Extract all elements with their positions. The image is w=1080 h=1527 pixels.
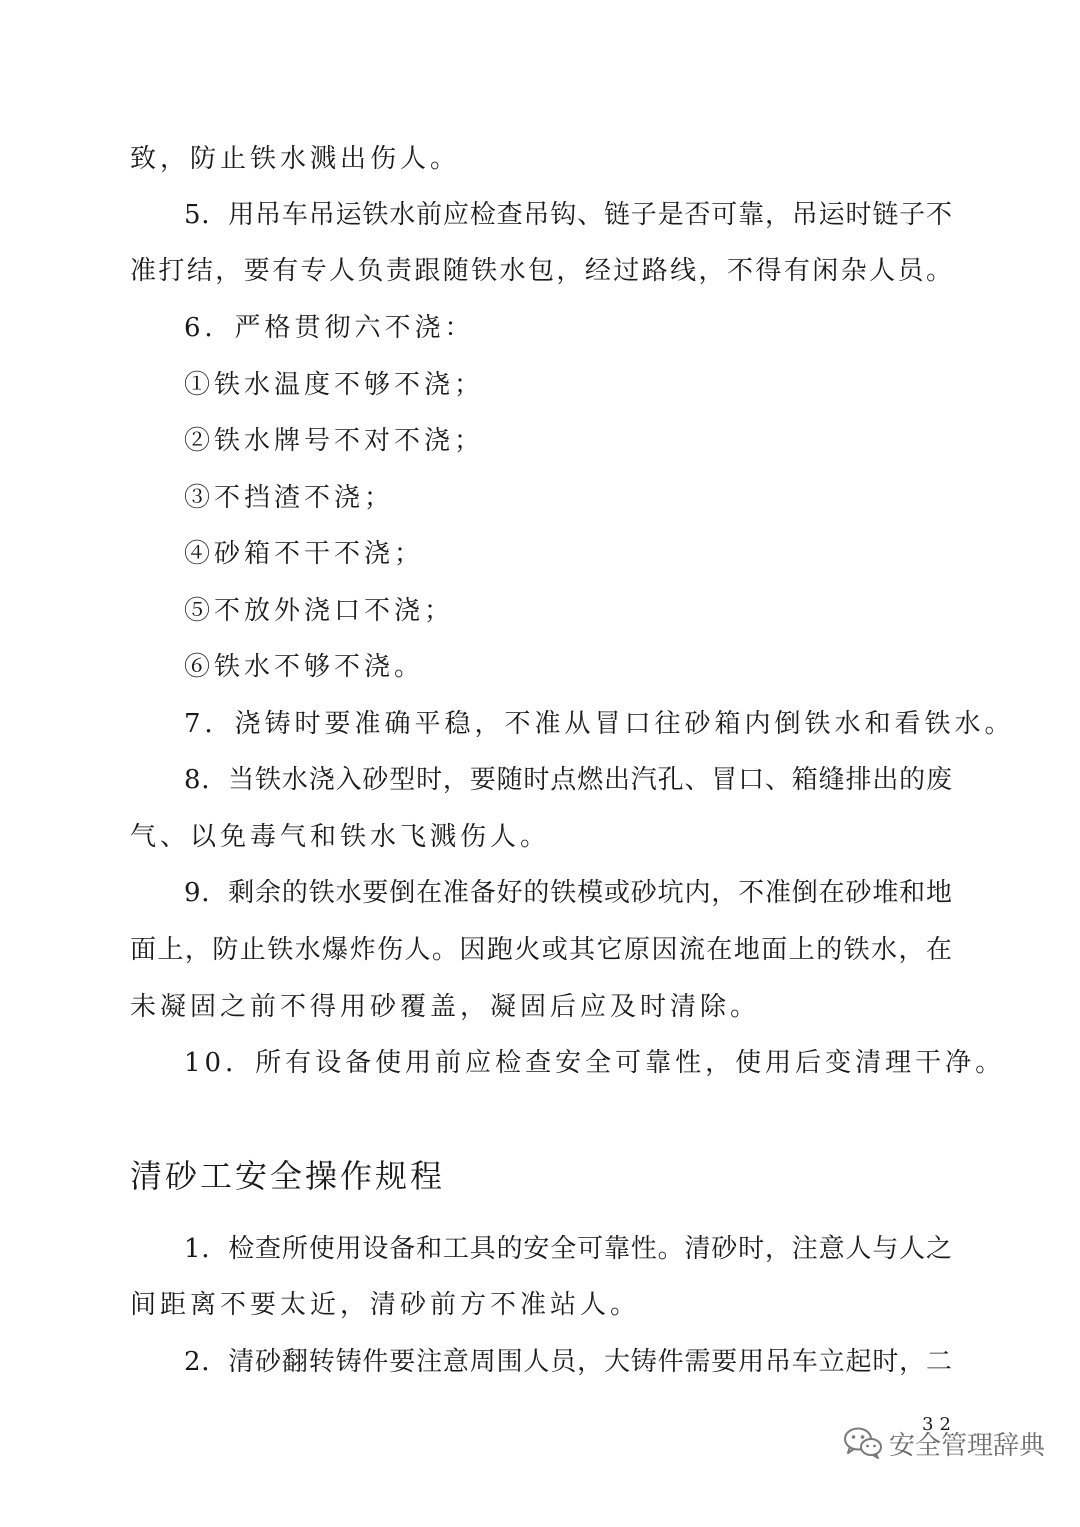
paragraph-line: 9．剩余的铁水要倒在准备好的铁模或砂坑内，不准倒在砂堆和地: [184, 878, 952, 908]
list-item: ②铁水牌号不对不浇；: [184, 426, 485, 456]
section-heading: 清砂工安全操作规程: [130, 1157, 446, 1195]
paragraph-line: 未凝固之前不得用砂覆盖，凝固后应及时清除。: [130, 992, 761, 1022]
paragraph-line: 8．当铁水浇入砂型时，要随时点燃出汽孔、冒口、箱缝排出的废: [184, 765, 952, 795]
paragraph-line: 准打结，要有专人负责跟随铁水包，经过路线，不得有闲杂人员。: [130, 256, 952, 286]
paragraph-line: 1．检查所使用设备和工具的安全可靠性。清砂时，注意人与人之: [184, 1234, 952, 1264]
paragraph-line: 5．用吊车吊运铁水前应检查吊钩、链子是否可靠，吊运时链子不: [184, 200, 952, 230]
wechat-icon: [843, 1426, 883, 1460]
list-item: ⑥铁水不够不浇。: [184, 652, 425, 682]
paragraph-line: 气、以免毒气和铁水飞溅伤人。: [130, 822, 551, 852]
paragraph-line: 6．严格贯彻六不浇：: [184, 313, 475, 343]
paragraph-line: 7．浇铸时要准确平稳，不准从冒口往砂箱内倒铁水和看铁水。: [184, 709, 1015, 739]
paragraph-line: 2．清砂翻转铸件要注意周围人员，大铸件需要用吊车立起时，二: [184, 1347, 952, 1377]
page-number: 32: [922, 1414, 957, 1435]
list-item: ③不挡渣不浇；: [184, 483, 395, 513]
paragraph-line: 面上，防止铁水爆炸伤人。因跑火或其它原因流在地面上的铁水，在: [130, 935, 952, 965]
watermark: [843, 1423, 1045, 1463]
list-item: ④砂箱不干不浇；: [184, 539, 425, 569]
paragraph-line: 致，防止铁水溅出伤人。: [130, 144, 461, 174]
list-item: ①铁水温度不够不浇；: [184, 370, 485, 400]
watermark-text: 安全管理辞典: [889, 1430, 1046, 1461]
list-item: ⑤不放外浇口不浇；: [184, 596, 455, 626]
paragraph-line: 间距离不要太近，清砂前方不准站人。: [130, 1290, 641, 1320]
paragraph-line: 10．所有设备使用前应检查安全可靠性，使用后变清理干净。: [184, 1048, 1006, 1078]
